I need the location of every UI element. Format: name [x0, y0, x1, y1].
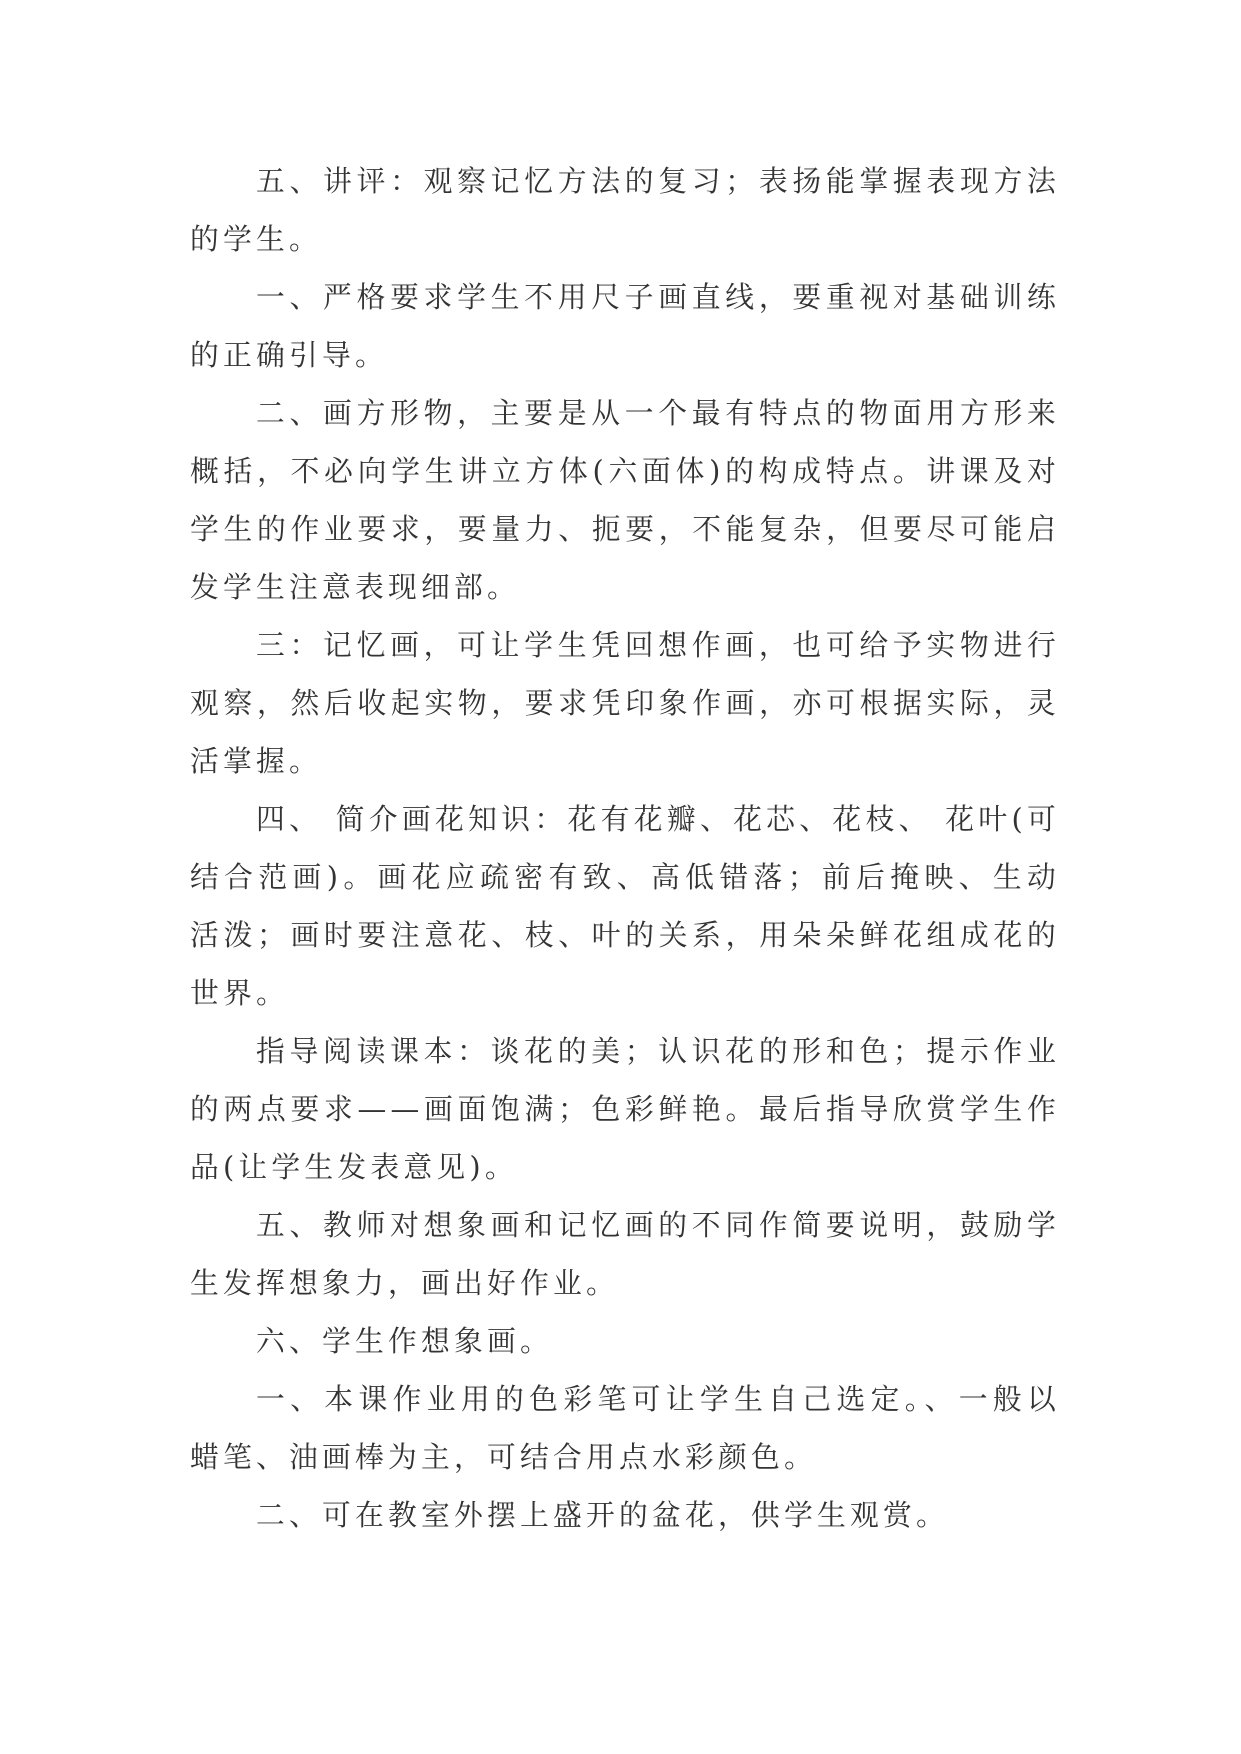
paragraph: 指导阅读课本：谈花的美；认识花的形和色；提示作业的两点要求——画面饱满；色彩鲜艳。最后指导欣赏学生作品(让学生发表意见)。 — [190, 1034, 1060, 1184]
paragraph: 六、学生作想象画。 — [256, 1324, 553, 1358]
paragraph: 二、画方形物，主要是从一个最有特点的物面用方形来概括，不必向学生讲立方体(六面体)的构成特点。讲课及对学生的作业要求，要量力、扼要，不能复杂，但要尽可能启发学生注意表现细部。 — [190, 396, 1060, 604]
paragraph: 二、可在教室外摆上盛开的盆花，供学生观赏。 — [256, 1498, 949, 1532]
paragraph: 五、教师对想象画和记忆画的不同作简要说明，鼓励学生发挥想象力，画出好作业。 — [190, 1208, 1060, 1300]
paragraph: 五、讲评：观察记忆方法的复习；表扬能掌握表现方法的学生。 — [190, 164, 1060, 256]
paragraph: 四、 简介画花知识：花有花瓣、花芯、花枝、 花叶(可结合范画)。画花应疏密有致、高低错落；前后掩映、生动活泼；画时要注意花、枝、叶的关系，用朵朵鲜花组成花的世界。 — [190, 802, 1060, 1010]
document-body — [190, 152, 1060, 1544]
paragraph: 一、本课作业用的色彩笔可让学生自己选定。、一般以蜡笔、油画棒为主，可结合用点水彩颜色。 — [190, 1382, 1060, 1474]
paragraph: 三：记忆画，可让学生凭回想作画，也可给予实物进行观察，然后收起实物，要求凭印象作画，亦可根据实际，灵活掌握。 — [190, 628, 1060, 778]
paragraph: 一、严格要求学生不用尺子画直线，要重视对基础训练的正确引导。 — [190, 280, 1060, 372]
